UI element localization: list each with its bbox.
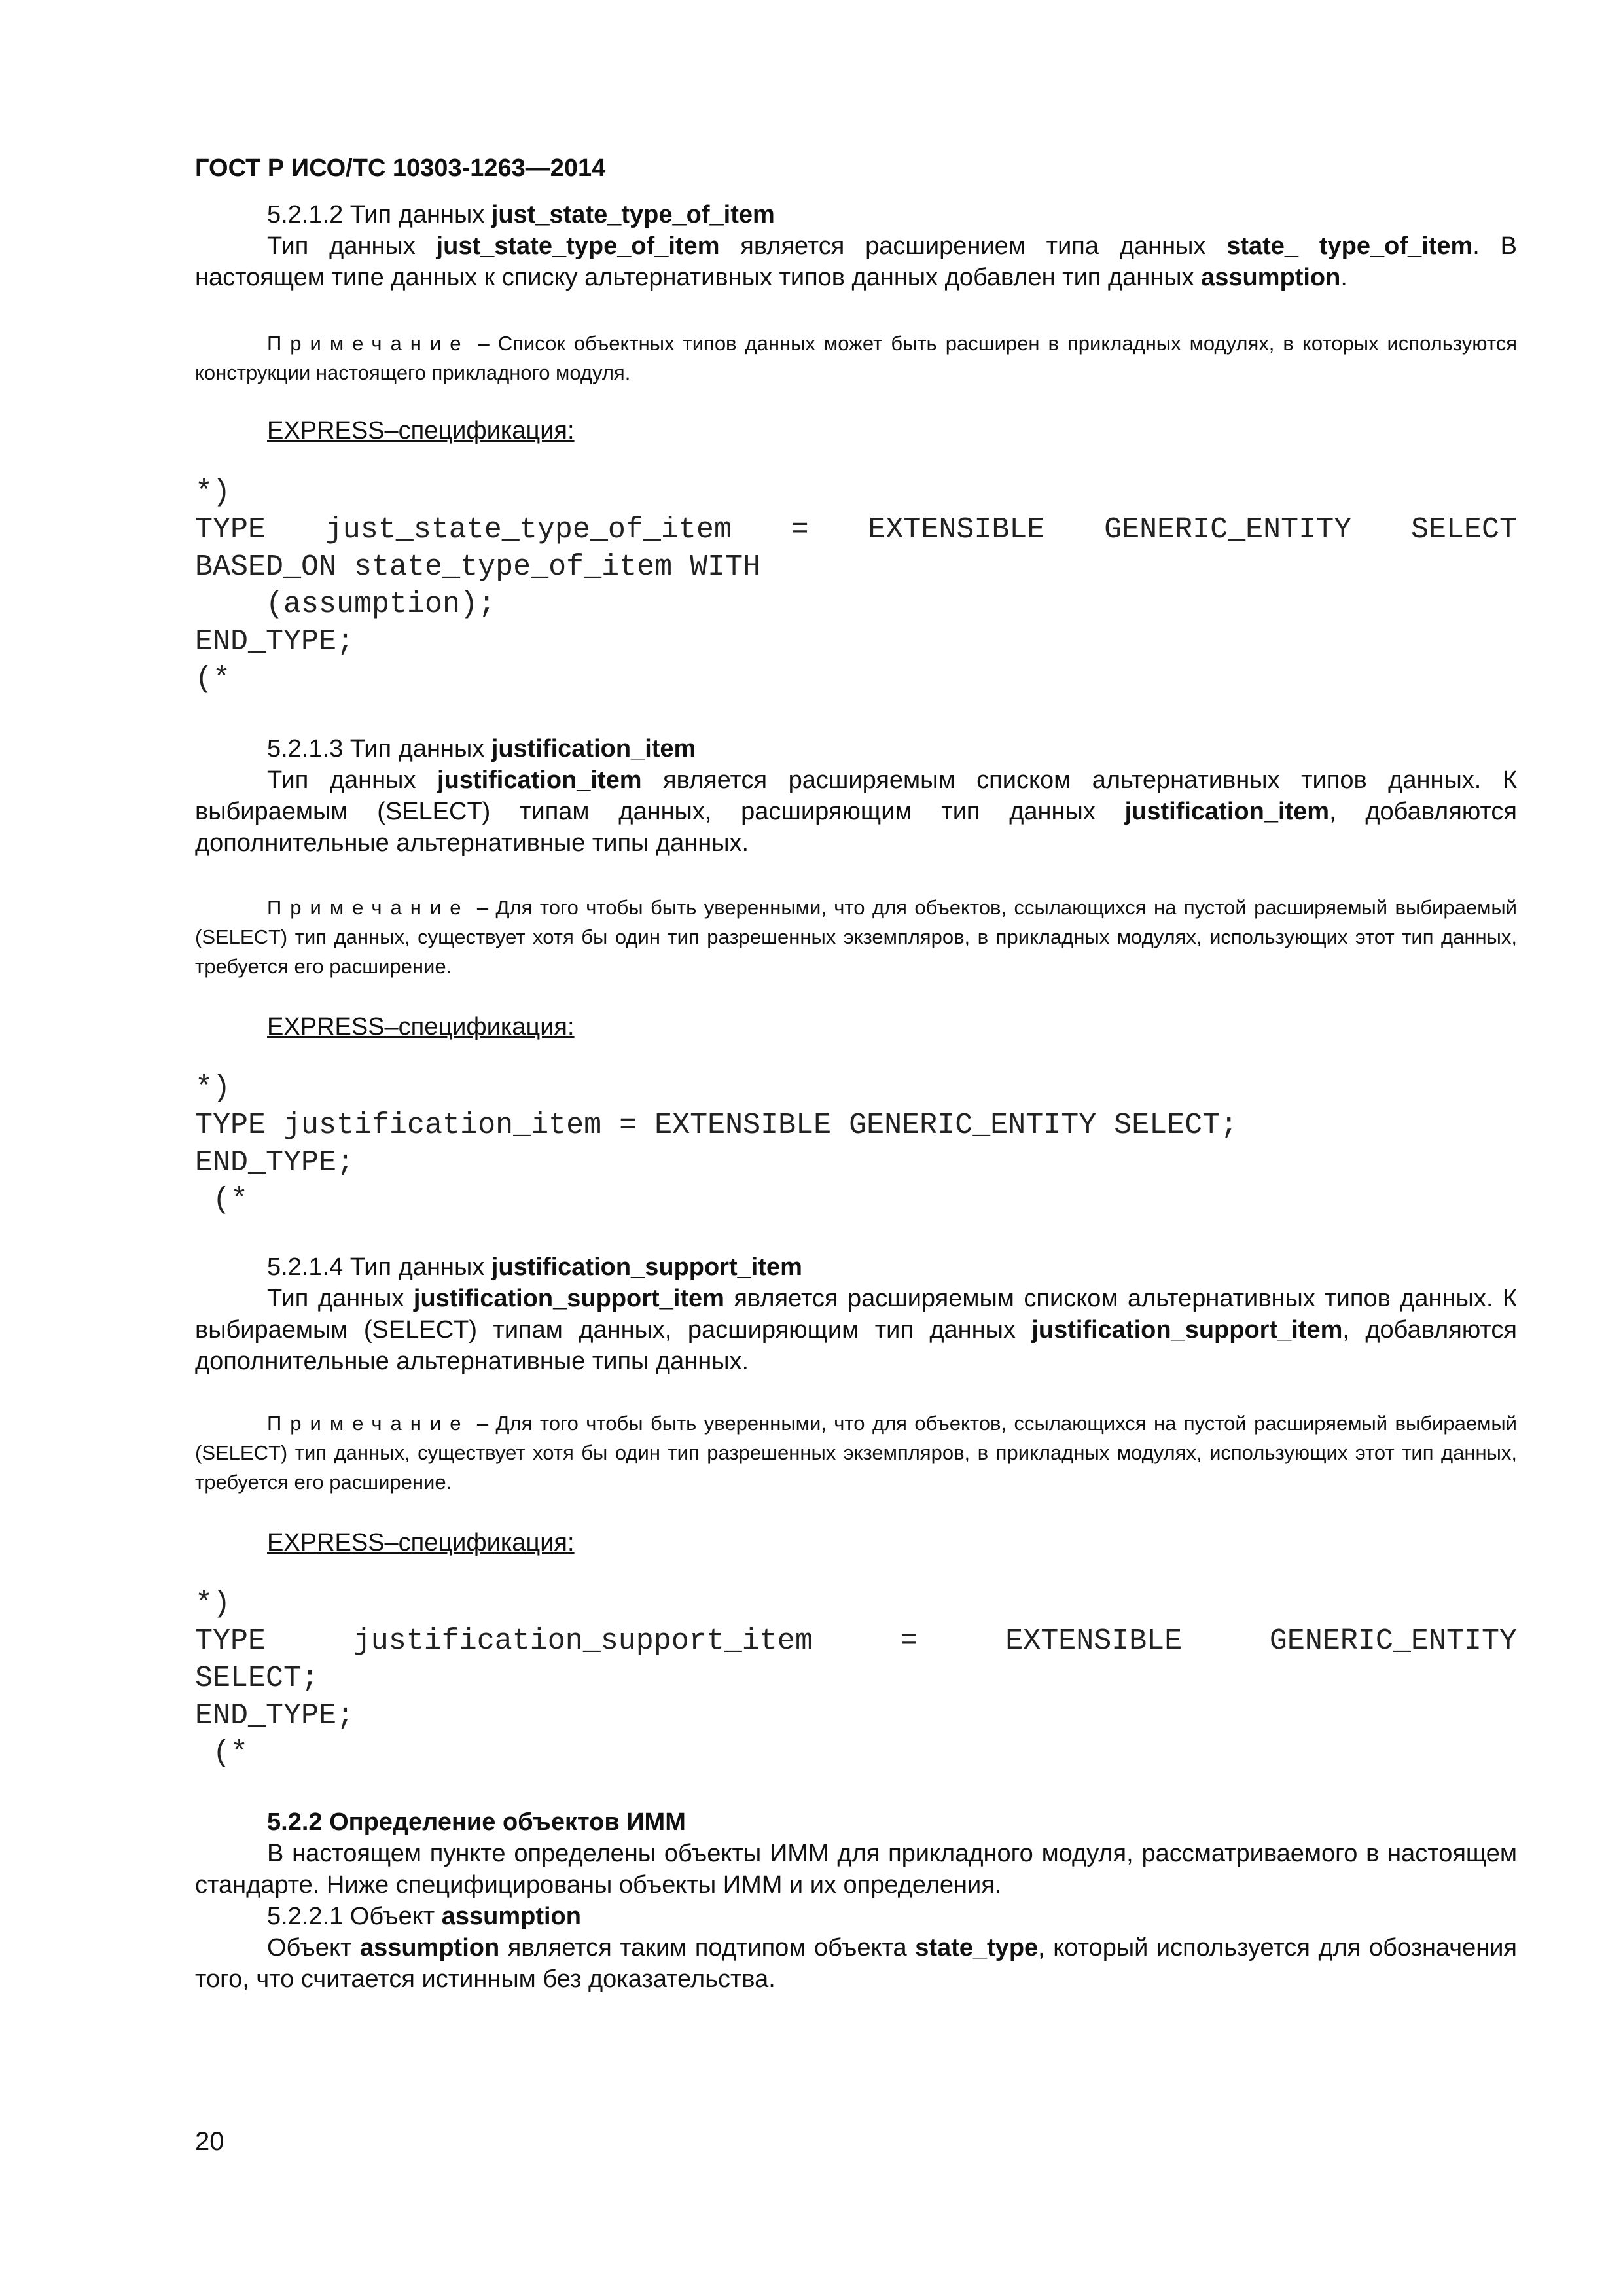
code-token: = (791, 513, 809, 547)
note-text: – Список объектных типов данных может быть расширен в прикладных модулях, в которых используются конструкции настоящего прикладного модуля. (195, 332, 1517, 384)
subsection-name: justification_support_item (491, 1253, 802, 1281)
subsection-number: 5.2.1.2 Тип данных (267, 201, 491, 228)
text: Тип данных (267, 766, 438, 794)
note-label: Примечание (267, 896, 470, 919)
text: Тип данных (267, 232, 437, 260)
type-name: assumption (1201, 264, 1341, 291)
page-number: 20 (195, 2127, 224, 2156)
section-5-2-1-4 (195, 1251, 1517, 1377)
code-line: TYPE justification_item = EXTENSIBLE GENERIC_ENTITY SELECT; (195, 1109, 1238, 1142)
code-line-justified (195, 1623, 1517, 1660)
note-paragraph (195, 329, 1517, 387)
note-paragraph (195, 893, 1517, 981)
code-token: justification_support_item (353, 1624, 813, 1658)
paragraph (195, 764, 1517, 859)
note-text: – Для того чтобы быть уверенными, что для объектов, ссылающихся на пустой расширяемый выбираемый (SELECT) тип данных, существует хотя бы один тип разрешенных экземпляров, в прикладных модулях, использующих этот тип данных, требуется его расширение. (195, 1412, 1517, 1494)
section-title: 5.2.2 Определение объектов ИММ (267, 1808, 686, 1836)
text: Объект (267, 1934, 360, 1962)
subsection-heading (195, 199, 1517, 230)
paragraph (195, 1932, 1517, 1995)
document-header: ГОСТ Р ИСО/ТС 10303-1263—2014 (195, 154, 606, 182)
code-line: BASED_ON state_type_of_item WITH (195, 550, 761, 584)
code-line: END_TYPE; (195, 625, 355, 658)
note-2 (195, 893, 1517, 981)
entity-name: assumption (359, 1934, 500, 1962)
express-code-1 (195, 474, 1517, 698)
code-token: = (900, 1624, 918, 1658)
express-code-2 (195, 1069, 1517, 1219)
paragraph: В настоящем пункте определены объекты ИММ для прикладного модуля, рассматриваемого в настоящем стандарте. Ниже специфицированы объекты ИММ и их определения. (195, 1840, 1517, 1899)
text: , добавляются дополнительные альтернативные типы данных. (195, 798, 1517, 857)
code-token: GENERIC_ENTITY (1104, 513, 1352, 547)
code-token: SELECT (1410, 513, 1517, 547)
note-paragraph (195, 1408, 1517, 1497)
code-line: *) (195, 476, 231, 509)
type-name: justification_item (437, 766, 642, 794)
code-token: EXTENSIBLE (868, 513, 1045, 547)
code-token: GENERIC_ENTITY (1269, 1624, 1517, 1658)
type-name: justification_support_item (413, 1285, 724, 1312)
code-line: (* (195, 1183, 249, 1217)
subsection-name: assumption (441, 1903, 581, 1930)
express-spec-label: EXPRESS–спецификация: (267, 417, 575, 444)
text: Тип данных (267, 1285, 414, 1312)
note-label: Примечание (267, 1412, 470, 1435)
section-5-2-1-3 (195, 733, 1517, 859)
code-line: END_TYPE; (195, 1146, 355, 1179)
note-text: – Для того чтобы быть уверенными, что для объектов, ссылающихся на пустой расширяемый выбираемый (SELECT) тип данных, существует хотя бы один тип разрешенных экземпляров, в прикладных модулях, использующих этот тип данных, требуется его расширение. (195, 896, 1517, 978)
subsection-heading (195, 1901, 1517, 1932)
text: является таким подтипом объекта (499, 1934, 916, 1962)
text: является расширяемым списком альтернативных типов данных. К выбираемым (SELECT) типам данных, расширяющим тип данных (195, 766, 1517, 825)
note-1 (195, 329, 1517, 387)
text: . В настоящем типе данных к списку альтернативных типов данных добавлен тип данных (195, 232, 1517, 291)
text: , который используется для обозначения того, что считается истинным без доказательства. (195, 1934, 1517, 1993)
text: , добавляются дополнительные альтернативные типы данных. (195, 1316, 1517, 1375)
code-token: TYPE (195, 1624, 266, 1658)
code-line-justified (195, 511, 1517, 548)
entity-name: state_type (915, 1934, 1039, 1962)
code-token: EXTENSIBLE (1005, 1624, 1183, 1658)
section-5-2-1-2 (195, 199, 1517, 293)
subsection-number: 5.2.1.3 Тип данных (267, 735, 491, 762)
type-name: justification_support_item (1031, 1316, 1343, 1344)
express-spec-label: EXPRESS–спецификация: (267, 1529, 575, 1556)
note-label: Примечание (267, 332, 470, 355)
subsection-heading (195, 1251, 1517, 1283)
note-3 (195, 1408, 1517, 1497)
paragraph (195, 230, 1517, 293)
code-token: TYPE (195, 513, 266, 547)
paragraph (195, 1283, 1517, 1377)
code-line: SELECT; (195, 1662, 319, 1695)
code-line: (* (195, 1736, 249, 1770)
type-name: just_state_type_of_item (436, 232, 720, 260)
express-spec-label: EXPRESS–спецификация: (267, 1013, 575, 1041)
code-line: *) (195, 1071, 231, 1105)
subsection-number: 5.2.1.4 Тип данных (267, 1253, 491, 1281)
text: является расширением типа данных (719, 232, 1227, 260)
type-name: justification_item (1124, 798, 1330, 825)
section-heading (195, 1806, 1517, 1838)
code-line: (* (195, 662, 231, 696)
subsection-name: justification_item (491, 735, 696, 762)
code-token: just_state_type_of_item (325, 513, 732, 547)
code-line: (assumption); (195, 588, 496, 621)
subsection-heading (195, 733, 1517, 764)
subsection-number: 5.2.2.1 Объект (267, 1903, 442, 1930)
text: является расширяемым списком альтернативных типов данных. К выбираемым (SELECT) типам данных, расширяющим тип данных (195, 1285, 1517, 1344)
code-line: END_TYPE; (195, 1699, 355, 1732)
subsection-name: just_state_type_of_item (491, 201, 775, 228)
text: . (1340, 264, 1347, 291)
express-code-3 (195, 1585, 1517, 1772)
type-name: state_ type_of_item (1226, 232, 1473, 260)
code-line: *) (195, 1587, 231, 1621)
section-5-2-2 (195, 1806, 1517, 1995)
